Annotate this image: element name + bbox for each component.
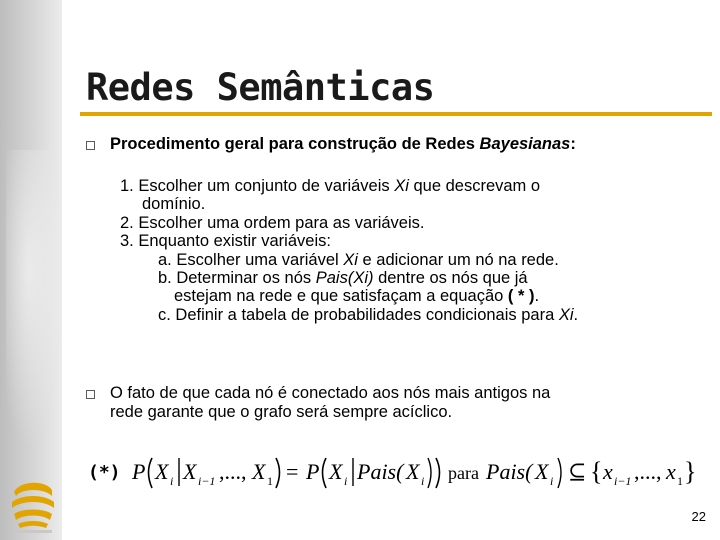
brace-close: } — [684, 457, 697, 486]
paren-close-condition — [558, 458, 561, 488]
subset-symbol: ⊆ — [568, 459, 587, 484]
step-3b-text: b. Determinar os nós — [158, 269, 316, 288]
step-3a-var: Xi — [343, 250, 358, 269]
cin-logo-icon — [8, 478, 58, 534]
step-3b-continued — [120, 287, 578, 305]
step-3a-text-end: e adicionar um nó na rede. — [357, 250, 559, 269]
bullet-acyclic-line-1: O fato de que cada nó é conectado aos nós mais antigos na — [110, 384, 551, 402]
paren-close-left — [276, 458, 280, 488]
dots-set: ,..., — [634, 459, 662, 484]
var-x-right: X — [329, 459, 343, 484]
equation-formula — [88, 452, 700, 492]
step-3c-text: c. Definir a tabela de probabilidades condicionais para — [158, 305, 559, 324]
sidebar-decoration — [0, 0, 62, 540]
step-3a-text: a. Escolher uma variável — [158, 250, 344, 269]
bullet-acyclic-line-2: rede garante que o grafo será sempre acíclico. — [110, 403, 453, 421]
pais-function: Pais( — [357, 459, 404, 484]
sub-i-left: i — [170, 474, 174, 488]
equals-sign: = — [286, 459, 299, 484]
var-x-left: X — [155, 459, 169, 484]
var-x-pais: X — [406, 459, 420, 484]
sub-i-minus-1-set: i−1 — [614, 474, 632, 488]
step-3: 3. Enquanto existir variáveis: — [120, 232, 331, 251]
var-x-set-first: x — [666, 459, 676, 484]
var-x-condition: X — [535, 459, 549, 484]
sub-i-right: i — [344, 474, 348, 488]
paren-close-right — [436, 458, 440, 488]
sub-1-left: 1 — [267, 474, 273, 488]
step-1 — [120, 177, 578, 195]
prob-symbol-left: P — [132, 459, 146, 484]
step-3a — [120, 251, 578, 269]
sub-i-minus-1: i−1 — [198, 474, 216, 488]
bullet-procedure-emphasis: Bayesianas — [479, 135, 571, 153]
pais-function-condition: Pais( — [486, 459, 533, 484]
equation-label: (*) — [88, 462, 121, 483]
step-1-var: Xi — [394, 177, 409, 195]
bullet-square-icon — [86, 390, 95, 399]
equation-reference: ( * ) — [507, 287, 535, 306]
bullet-acyclic — [110, 384, 550, 422]
step-3b-var: Pais(Xi) — [315, 269, 374, 288]
dots-left: ,..., — [219, 459, 247, 484]
sidebar-watermark — [6, 150, 62, 450]
sub-i-condition: i — [550, 474, 554, 488]
para-word: para — [448, 463, 479, 483]
sub-i-pais: i — [421, 474, 425, 488]
paren-open-right — [323, 458, 327, 488]
step-1-text: 1. Escolher um conjunto de variáveis — [120, 177, 395, 195]
var-x-set-prev: x — [603, 459, 613, 484]
bullet-procedure-suffix: : — [570, 135, 576, 153]
bullet-procedure — [110, 135, 576, 154]
prob-symbol-right: P — [306, 459, 320, 484]
sub-1-set: 1 — [677, 474, 683, 488]
var-x-prev: X — [183, 459, 197, 484]
var-x-first: X — [252, 459, 266, 484]
step-3b-period: . — [534, 287, 540, 306]
step-3b-cont-text: estejam na rede e que satisfaçam a equação — [174, 287, 508, 306]
step-3c — [120, 306, 578, 324]
step-1-text-end: que descrevam o — [408, 177, 541, 195]
slide-title: Redes Semânticas — [86, 66, 435, 109]
bullet-square-icon — [86, 141, 95, 150]
page-number: 22 — [691, 509, 706, 524]
step-3b-text-end: dentre os nós que já — [373, 269, 528, 288]
paren-open-left — [149, 458, 153, 488]
brace-open: { — [590, 457, 603, 486]
step-3c-period: . — [573, 305, 579, 324]
title-underline — [80, 112, 712, 116]
steps-list — [120, 177, 578, 324]
bullet-procedure-text: Procedimento geral para construção de Redes — [110, 135, 480, 153]
step-1-continued: domínio. — [142, 195, 206, 214]
step-3b — [120, 269, 578, 287]
step-3c-var: Xi — [558, 305, 574, 324]
step-2: 2. Escolher uma ordem para as variáveis. — [120, 213, 425, 232]
paren-close-pais — [428, 458, 431, 488]
